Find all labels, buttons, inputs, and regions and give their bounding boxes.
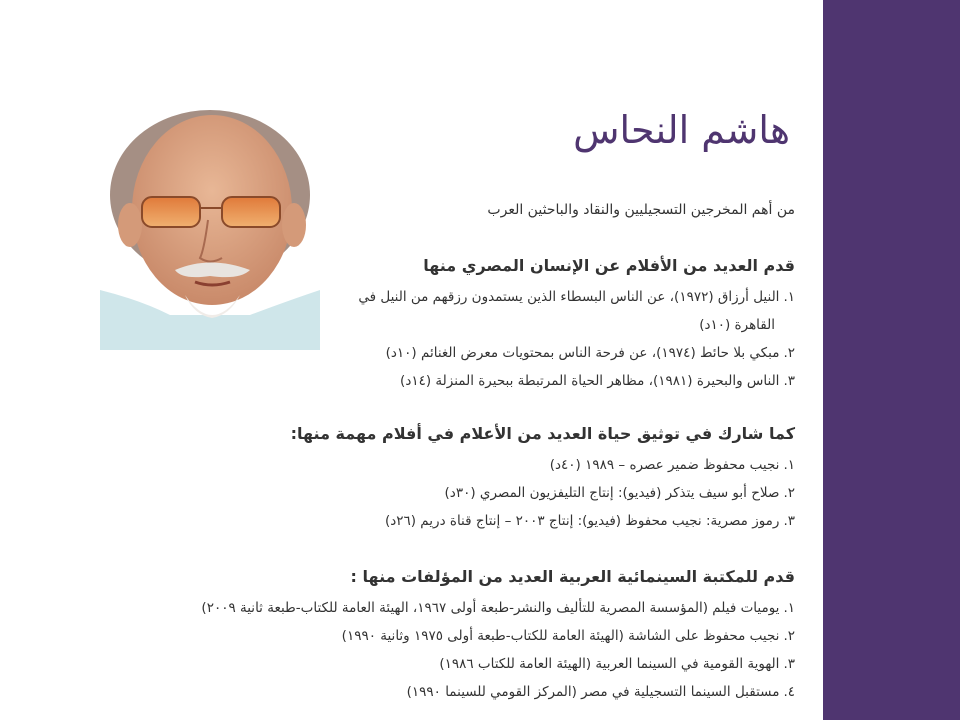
section-books: [150, 567, 795, 706]
content-area: [150, 0, 795, 720]
list-item: ١.النيل أرزاق (١٩٧٢)، عن الناس البسطاء الذين يستمدون رزقهم من النيل في القاهرة (١٠د): [358, 289, 795, 333]
list-item: ٢.مبكي بلا حائط (١٩٧٤)، عن فرحة الناس بمحتويات معرض الغنائم (١٠د): [385, 345, 795, 361]
section-documentaries: [150, 424, 795, 535]
list-item: ٤.مستقبل السينما التسجيلية في مصر (المركز القومي للسينما ١٩٩٠): [406, 684, 795, 700]
sidebar-band: [823, 0, 960, 720]
page-title: هاشم النحاس: [573, 108, 790, 152]
subtitle: من أهم المخرجين التسجيليين والنقاد والباحثين العرب: [487, 202, 795, 218]
list-item: ٣.الناس والبحيرة (١٩٨١)، مظاهر الحياة المرتبطة ببحيرة المنزلة (١٤د): [400, 373, 795, 389]
list-item: ٢.صلاح أبو سيف يتذكر (فيديو): إنتاج التليفزيون المصري (٣٠د): [444, 485, 795, 501]
section-heading: قدم العديد من الأفلام عن الإنسان المصري منها: [423, 256, 795, 275]
list-item: ٢.نجيب محفوظ على الشاشة (الهيئة العامة للكتاب-طبعة أولى ١٩٧٥ وثانية ١٩٩٠): [341, 628, 795, 644]
list-item: ١.نجيب محفوظ ضمير عصره – ١٩٨٩ (٤٠د): [549, 457, 795, 473]
section-films: [150, 256, 795, 395]
list-item: ١.يوميات فيلم (المؤسسة المصرية للتأليف والنشر-طبعة أولى ١٩٦٧، الهيئة العامة للكتاب-طبعة ثانية ٢٠٠٩): [201, 600, 795, 616]
section-heading: كما شارك في توثيق حياة العديد من الأعلام في أفلام مهمة منها:: [290, 424, 795, 443]
list-item: ٣.الهوية القومية في السينما العربية (الهيئة العامة للكتاب ١٩٨٦): [439, 656, 795, 672]
section-heading: قدم للمكتبة السينمائية العربية العديد من المؤلفات منها :: [350, 567, 795, 586]
list-item: ٣.رموز مصرية: نجيب محفوظ (فيديو): إنتاج ٢٠٠٣ – إنتاج قناة دريم (٢٦د): [384, 513, 795, 529]
